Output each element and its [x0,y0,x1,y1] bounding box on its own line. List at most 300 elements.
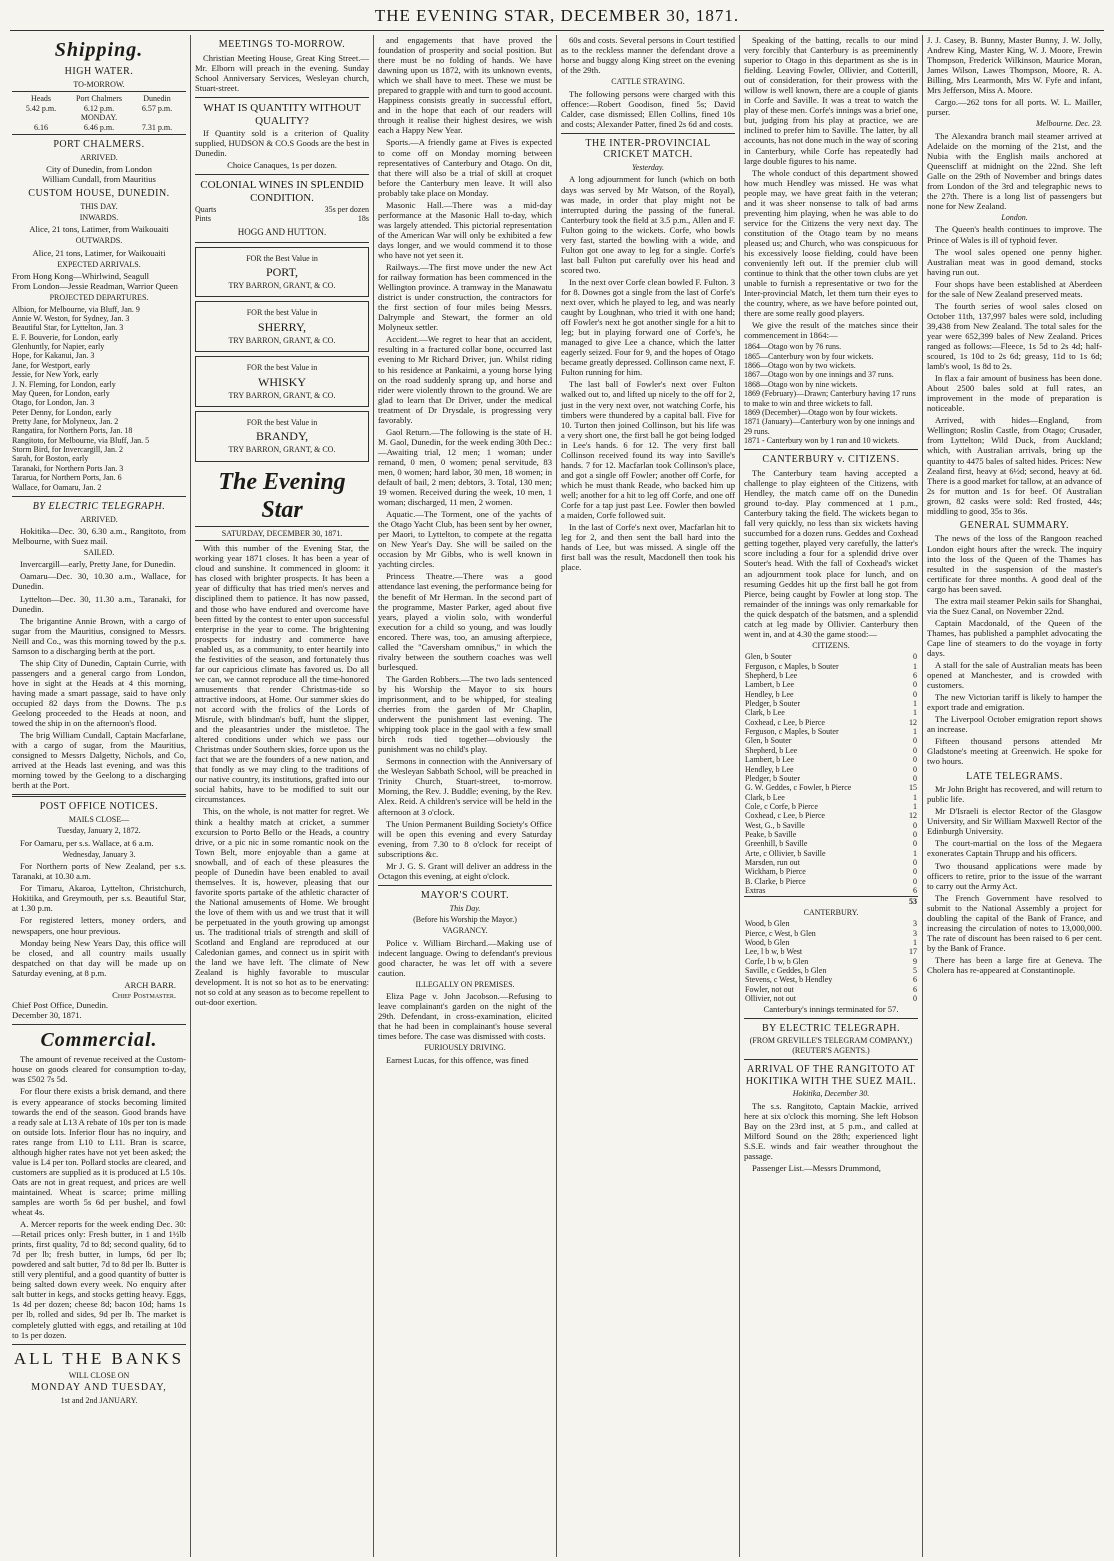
news-item: The Garden Robbers.—The two lads sentenced by his Worship the Mayor to six hours imprisonment, and to be whipped, for stealing cherries from the garden of Mr Chaplin, underwent the punishment last evening. The whipping took place in the gaol with a few small birch rods tied together—obviously the punishment was no child's play. [378,673,552,755]
ad-item: SHERRY, [257,319,307,334]
batsman: Pledger, b Souter [745,773,801,783]
shipping-paragraph: The brigantine Annie Brown, with a cargo of sugar from the Mauritius, consigned to Messrs. Neill and Co., was this morning towed by the p.s. Samson to a discharging berth at the port. [12,615,186,656]
batsman: Marsden, run out [745,858,800,868]
page-columns [8,35,1106,1557]
news-paragraph: Four shops have been established at Aberdeen for the sale of New Zealand preserved meats. [927,278,1102,299]
court-subheading: ILLEGALLY ON PREMISES. [415,979,515,989]
batsman: Ollivier, not out [745,994,797,1004]
batsman: Corfe, l b w, b Glen [745,956,809,966]
passenger-list-start: Passenger List.—Messrs Drummond, [752,1162,881,1173]
scorecard-row [744,929,918,938]
ad-item: BRANDY, [255,429,309,444]
late-telegrams-heading: LATE TELEGRAMS. [966,770,1063,782]
news-item: Mr J. G. S. Grant will deliver an address in the Octagon this evening, at eight o'clock. [378,860,552,881]
expected-label: EXPECTED ARRIVALS. [57,259,141,269]
runs: 3 [913,928,917,938]
runs: 6 [913,984,917,994]
runs: 0 [913,839,917,849]
news-paragraph: The news of the loss of the Rangoon reached London eight hours after the wreck. The inquiry into the loss of the Queen of the Thames has resulted in the suspension of the master's certificate for three months. A good deal of the cargo has been saved. [927,533,1102,594]
inwards-text: Alice, 21 tons, Latimer, from Waikouaiti [29,224,169,235]
tide-cell: 6.57 p.m. [141,103,173,113]
departures-list [12,305,186,492]
cargo-line: Cargo.—262 tons for all ports. W. L. Mailler, purser. [927,97,1102,118]
scorecard-row [744,947,918,956]
runs: 1 [913,792,917,802]
news-item: Sports.—A friendly game at Fives is expected to come off on Monday morning between representatives of Canterbury and Otago. On dit, that there will also be a trial of skill at croquet before the Canterbury men leave. It will also probably take place on Monday. [378,137,552,198]
scorecard-row [744,858,918,867]
postmaster-title: Chief Postmaster. [112,989,176,1000]
evening-star-nameplate: The Evening Star [218,468,346,523]
commercial-paragraph: A. Mercer reports for the week ending Dec. 30:—Retail prices only: Fresh butter, in 1 and 1½lb prints, first quality, 7d to 8d; second quality, 6d to 7d per lb; fresh butter, in lumps, 6d per lb; powdered and salt butter, 7d to 8d per lb. Butter is still very plentiful, and a good quantity of butter is being salted down every week. No enquiry after salt butter in kegs, and stocks getting heavy. Eggs, 1s 4d per dozen; cheese 8d; bacon 10d; hams 1s per lb, rolled and sides, 9d per lb. The market is completely glutted with eggs, and retailing at 10d to 1s per dozen. [12,1219,186,1340]
ad-sign: TRY BARRON, GRANT, & CO. [228,281,336,291]
runs: 0 [913,858,917,868]
cricket-heading: THE INTER-PROVINCIAL CRICKET MATCH. [585,137,711,161]
list-item: Rangatira, for Northern Ports, Jan. 18 [12,426,133,436]
batsman: Pledger, b Souter [745,699,801,708]
batsman: Hendley, b Lee [745,689,794,699]
editorial-paragraph: This, on the whole, is not matter for regret. We think a healthy match at cricket, a summer excursion to Porto Bello or the Heads, a country drive, or a pic nic in some romantic nook on the Town Belt, more enjoyable than a game at snowball, and of each of these pleasures the people of Dunedin have been enabled to avail themselves. It is, however, pleasing that our favorite sports partake of the athletic character of the National amusements of Home. We brought the love of them with us and we trust that it will be perpetuated in the youth growing up amongst us. The traditional trials of strength and skill of Scotland and England are reproduced at our Caledonian games, and connect us in spirit with the land we have left. The climate of New Zealand is highly favorable to muscular development. It is not so hot as to be enervating: not so cold at any season as to become repellent to out-door exertion. [195,806,369,1008]
tide-cell: 7.31 p.m. [141,122,173,132]
runs: 1 [913,699,917,708]
ad-brandy [195,411,369,462]
news-item: The Union Permanent Building Society's Office will be open this evening and every Saturday evening, from 7.30 to 8 o'clock for receipt of subscriptions &c. [378,818,552,859]
list-item: Taranaki, for Northern Ports Jan. 3 [12,463,124,473]
ad-whisky [195,356,369,407]
list-item: Albion, for Melbourne, via Bluff, Jan. 9 [12,304,140,314]
wine-item: Pints [195,213,212,223]
tide-head-heads: Heads [31,94,51,104]
news-item: Aquatic.—The Torment, one of the yachts of the Otago Yacht Club, has been sent by her owner, per Maori, to Lyttelton, to compete at the regatta on New Year's Day. She will be sailed on the occasion by Mr Gibbs, who is well known in yachting circles. [378,509,552,570]
banks-ad-title: ALL THE BANKS [13,1348,185,1368]
scorecard-row [744,849,918,858]
list-item: 1867—Otago won by one innings and 37 runs. [744,370,894,380]
batsman: Shepherd, b Lee [745,745,798,755]
batsman: Stevens, c West, b Hendley [745,975,833,985]
list-item: 1871 (January)—Canterbury won by one innings and 29 runs. [744,417,915,436]
mails-close: MAILS CLOSE— [68,815,130,825]
scorecard-row [744,886,918,896]
news-paragraph: Fifteen thousand persons attended Mr Gladstone's meeting at Greenwich. He spoke for two hours. [927,736,1102,767]
scorecard-row [744,966,918,975]
batsman: Cole, c Corfe, b Pierce [745,801,818,811]
column-1 [8,35,191,1557]
runs: 0 [913,652,917,662]
tide-cell: 5.42 p.m. [25,103,57,113]
batsman: Ferguson, c Maples, b Souter [745,661,839,671]
batsman: Hendley, b Lee [745,764,794,774]
list-item: 1868—Otago won by nine wickets. [744,379,858,389]
masthead [10,0,1104,31]
runs: 9 [913,956,917,966]
scorecard-row [744,690,918,699]
oamaru-text: Oamaru—Dec. 30, 10.30 a.m., Wallace, for Dunedin. [12,571,186,592]
scorecard-row [744,985,918,994]
scorecard-row [744,830,918,839]
mail-text: For Oamaru, per s.s. Wallace, at 6 a.m. [20,837,154,848]
column-2 [191,35,374,1557]
banks-ad-days: MONDAY AND TUESDAY, [31,1381,167,1393]
batsman: Lambert, b Lee [745,680,795,690]
ad-sign: TRY BARRON, GRANT, & CO. [228,445,336,455]
news-paragraph: Mr John Bright has recovered, and will return to public life. [927,784,1102,805]
column-5 [740,35,923,1557]
runs: 0 [913,736,917,746]
commercial-heading: Commercial. [40,1028,158,1051]
batsman: Fowler, not out [745,984,794,994]
scorecard-row [744,957,918,966]
runs: 0 [913,994,917,1004]
list-item: Hope, for Kakanui, Jan. 3 [12,351,95,361]
news-item: Princess Theatre.—There was a good attendance last evening, the performance being for the benefit of Mr Herman. In the second part of the programme, Master Parker, aged about five years, played a violin solo, with wonderful execution for a child so young, and was loudly encored. There was, too, an amusing afterpiece, called the "Caversham omnibus," in which the rivalry between the southern coaches was well burlesqued. [378,571,552,672]
batsman: Wood, b Glen [745,937,790,947]
runs: 6 [913,886,917,896]
scorecard-row [744,746,918,755]
tide-monday: MONDAY. [80,113,118,123]
mail-text: Monday being New Years Day, this office will be closed, and all country mails usually despatched on that day will be made up on Saturday evening, at 8 p.m. [12,937,186,978]
cricket-paragraph: A long adjournment for lunch (which on both days was served by Mr Watson, of the Royal), was made, in order that play might not be interrupted during the passing of the funeral. Canterbury took the field at 3.5 p.m., Allen and F. Fulton going to the wickets. Corfe, who bowls very fast, started the bowling with a wide, and Fulton got one away to leg for a single. Corfe's last ball Fulton put carefully over his head and scored two. [561,174,735,275]
list-item: 1871 - Canterbury won by 1 run and 10 wickets. [744,436,900,445]
batsman: Peake, b Saville [745,830,797,840]
scorecard-row [744,662,918,671]
mail-date: Tuesday, January 2, 1872. [57,826,141,836]
ad-lead: FOR the best Value in [246,363,318,373]
tide-cell: 6.16 [34,122,48,132]
scorecard-row [744,867,918,876]
list-item: Jessie, for New York, early [12,370,99,380]
cricket-paragraph: We give the result of the matches since their commencement in 1864:— [744,320,918,341]
court-case: Earnest Lucas, for this offence, was fined [386,1054,529,1065]
canterbury-heading: CANTERBURY. [803,907,859,917]
runs: 1 [913,708,917,718]
batsman: Greenhill, b Saville [745,839,808,849]
mayors-court-day: This Day. [449,903,481,913]
list-item: Tararua, for Northern Ports, Jan. 6 [12,473,122,483]
ad-sherry [195,301,369,352]
column-3 [374,35,557,1557]
scorecard-row [744,671,918,680]
outwards-text: Alice, 21 tons, Latimer, for Waikouaiti [32,247,166,258]
runs: 1 [913,848,917,858]
telegraph-heading: BY ELECTRIC TELEGRAPH. [32,500,166,512]
editorial-paragraph: With this number of the Evening Star, the working year 1871 closes. It has been a year of cloud and sunshine. It commenced in gloom: it has closed with brighter prospects. It has been a year of difficulty that has tried men's nerves and disciplined them to patience. It has now passed, and those who have endured and overcome have been fitted by the contest to enter upon successful enterprise in the year to come. The brightening prospects for industry and commerce have enabled us, as a community, to enter heartily into the festivities of the season, and fortunately thus far our capricious climate has favored us. Do all we can, we cannot reproduce all the time-honored amusements that render Christmas-tide so attractive indoors, at Home. Our summer skies do not accord with the frolics of the Lords of Misrule, with blindman's buff, hunt the slipper, and the pleasantries under the mistletoe. The altered conditions under which we pass our Christmas under Southern skies, force upon us the fact that we are the founders of a new nation, and that fondly as we may cling to the traditions of our native country, its institutions, grafted into our social habits, have to be modified to suit our circumstances. [195,543,369,805]
arrived-text: City of Dunedin, from London William Cundall, from Mauritius [42,163,156,184]
quality-ad-price: Choice Canaques, 1s per dozen. [227,159,337,170]
citizens-scorecard [744,652,918,906]
court-case: Eliza Page v. John Jacobson.—Refusing to leave complainant's garden on the night of the 29th. Defendant, in cross-examination, elicited that he had been in complainant's house several times before. The case was dismissed with costs. [378,991,552,1042]
london-dateline: London. [1001,213,1028,223]
news-item: Railways.—The first move under the new Act for railway formation has been commenced in the Wellington province. A tramway in the Manawatu district is under construction, the contractors for the first section of four miles being Messrs. Dalrymple and Stewart, the former an old Molyneux settler. [378,262,552,333]
cricket-paragraph: The last ball of Fowler's next over Fulton walked out to, and lifted up nicely to the off for 2, just in the very next over, not watching Corfe, his timbers were thundered by a capital ball. Five for 10. Turton then joined Collinson, but his life was a very short one, the first ball he got being lodged in Lee's hands. 6 for 12. The very first ball Collinson received found its way into Saville's hands. 7 for 12. Macfarlan took Collinson's place, and got a single off Fowler; another off Corfe, for which he must thank Reade, who backed him up well; another for a hit to leg off Corfe, and one off Corfe for a tap just past Lee. Fowler then bowled a maiden, Corfe followed suit. [561,379,735,521]
hokitika-dateline: Hokitika, December 30. [792,1089,870,1099]
customs-heading: CUSTOM HOUSE, DUNEDIN. [28,188,170,200]
scorecard-row [744,774,918,783]
postmaster-name: ARCH BARR. [124,979,176,990]
runs: 5 [913,966,917,976]
mayors-court-before: (Before his Worship the Mayor.) [413,914,517,924]
scorecard-row [744,727,918,736]
news-paragraph: Mr D'Israeli is elector Rector of the Glasgow University, and Sir William Maxwell Rector of the Edinburgh University. [927,806,1102,837]
arrived-label-2: ARRIVED. [80,514,118,524]
rangitoto-heading: ARRIVAL OF THE RANGITOTO AT HOKITIKA WITH THE SUEZ MAIL. [745,1063,917,1087]
ad-lead: FOR the best Value in [246,308,318,318]
batsman: Coxhead, c Lee, b Pierce [745,811,825,821]
batsman: Glen, b Souter [745,652,792,662]
ad-sign: TRY BARRON, GRANT, & CO. [228,335,336,345]
scorecard-row [744,802,918,811]
tide-head-pc: Port Chalmers [76,94,122,104]
runs: 17 [909,947,917,957]
scorecard-row [744,919,918,928]
list-item: Beautiful Star, for Lyttelton, Jan. 3 [12,323,124,333]
batsman: Shepherd, b Lee [745,670,798,680]
batsman: Coxhead, c Lee, b Pierce [745,717,825,727]
outwards-label: OUTWARDS. [75,236,123,246]
news-paragraph: Captain Macdonald, of the Queen of the Thames, has published a pamphlet advocating the Cape line of steamers to do the voyage in forty days. [927,617,1102,658]
mayors-court-heading: MAYOR'S COURT. [420,889,510,901]
cricket-day: Yesterday. [631,163,665,173]
wine-ad-title: COLONIAL WINES IN SPLENDID CONDITION. [200,178,364,204]
wine-price-row [195,205,369,214]
wine-price: 18s [357,213,369,223]
meetings-heading: MEETINGS TO-MORROW. [218,39,346,50]
mail-text: For Timaru, Akaroa, Lyttelton, Christchurch, Hokitika, and Greymouth, per s.s. Beautiful Star, at 1.30 p.m. [12,883,186,914]
runs: 0 [913,867,917,877]
scorecard-row [744,975,918,984]
scorecard-row [744,699,918,708]
runs: 1 [913,661,917,671]
wine-price: 35s per dozen [324,204,369,214]
editorial-paragraph: and engagements that have proved the foundation of prosperity and social position. But there must be no folding of hands. We have dawning upon us 1872, with its unknown events, which we shall have to meet. These we must be prepared to grapple with and turn to good account. Happiness consists greatly in successful effort, and in the hope that each of our readers will through it realise their highest desires, we wish each a Happy New Year. [378,35,552,136]
scorecard-row [744,793,918,802]
batsman: B. Clarke, b Pierce [745,876,806,886]
batsman: Extras [745,886,766,896]
runs: 1 [913,801,917,811]
commercial-paragraph: The amount of revenue received at the Custom-house on goods cleared for consumption to-day, was £502 7s 5d. [12,1054,186,1085]
batsman: Saville, c Geddes, b Glen [745,966,827,976]
scorecard-row [744,736,918,745]
runs: 6 [913,670,917,680]
list-item: 1866—Otago won by two wickets. [744,361,856,371]
news-paragraph: The court-martial on the loss of the Megaera exonerates Captain Thrupp and his officers. [927,838,1102,859]
list-item: Annie W. Weston, for Sydney, Jan. 3 [12,314,130,324]
mail-text: For Northern ports of New Zealand, per s.s. Taranaki, at 10.30 a.m. [12,861,186,882]
news-paragraph: Two thousand applications were made by officers to retire, prior to the issue of the warrant to carry out the Army Act. [927,860,1102,891]
scorecard-row [744,680,918,689]
shipping-paragraph: The brig William Cundall, Captain Macfarlane, with a cargo of sugar, from the Mauritius, consigned to Messrs Dalgetty, Nichols, and Co, arrived at the Heads last evening, and was this morning towed by the Geelong to a discharging berth at the Port. [12,730,186,791]
canterbury-scorecard [744,919,918,1003]
list-item: 1869 (February)—Drawn; Canterbury having 17 runs to make to win and three wickets to fall. [744,389,916,408]
citizens-heading: CITIZENS. [812,640,850,650]
runs: 12 [909,717,917,727]
batsman: West, G., b Saville [745,820,805,830]
cricket-paragraph: The whole conduct of this department showed how much Hendley was missed. He was what people may, we have great faith in the veteran; and it was sheer nonsense to talk of bad arms preventing him playing, when he was able to do service for the Citizens the very next day. The constitution of the Otago team by no means pleased us; and Church, who was conspicuous for his excessively loose fielding, could have been conveniently left out. If the premier club will continue to think that the other town clubs are yet unable to furnish a representative or two for the Inter-provincial Match, let them turn their eyes to the country, where, as we have before pointed out, there are some really good players. [744,167,918,319]
arrived-label: ARRIVED. [80,152,118,162]
cricket-paragraph: Speaking of the batting, recalls to our mind very forcibly that Canterbury is as preeminently superior to Otago in this department as she is in fielding. Leaving Fowler, Ollivier, and Cotterill, out of consideration, for their prowess with the willow is well known, there are a couple of giants in Corfe and Saville. It was a treat to watch the play of these men. Corfe's innings was a brief one, but, judging from his play at practice, we are inclined to prefer him to Saville. The latter, by all accounts, has not done much in the way of scoring in Canterbury, while Corfe has repeatedly had large double figures to his name. [744,35,918,166]
scorecard-row [744,994,918,1003]
this-day-label: THIS DAY. [80,201,118,211]
post-office-heading: POST OFFICE NOTICES. [39,801,159,813]
batsman: G. W. Geddes, c Fowler, b Pierce [745,783,852,793]
wine-item: Quarts [195,204,217,214]
list-item: 1869 (December)—Otago won by four wickets. [744,407,898,417]
ad-lead: FOR the best Value in [246,417,318,427]
issue-date: SATURDAY, DECEMBER 30, 1871. [195,526,369,541]
expected-text: From Hong Kong—Whirlwind, Seagull From London—Jessie Readman, Warrior Queen [12,271,178,292]
news-paragraph: The Queen's health continues to improve. The Prince of Wales is ill of typhoid fever. [927,224,1102,245]
match-records [744,342,918,445]
high-water-heading: HIGH WATER. [64,66,134,78]
cvc-heading: CANTERBURY v. CITIZENS. [762,454,900,466]
list-item: Pretty Jane, for Molyneux, Jan. 2 [12,417,119,426]
runs: 1 [913,937,917,947]
shipping-paragraph: The ship City of Dunedin, Captain Currie, with passengers and a general cargo from London, hove in sight at the Heads at 4 this morning, having made a smart passage, said to have only occupied 82 days from the Downs. The p.s Geelong proceeded to the Heads at noon, and towed the ship in on the afternoon's flood. [12,657,186,729]
column-4 [557,35,740,1557]
scorecard-row [744,839,918,848]
melbourne-dateline: Melbourne. Dec. 23. [1036,119,1102,129]
news-paragraph: A stall for the sale of Australian meats has been opened at Manchester, and is crowded with customers. [927,660,1102,691]
news-paragraph: The Alexandra branch mail steamer arrived at Adelaide on the morning of the 21st, and the Nubia with the English mails anchored at Queenscliff at midnight on the 22nd. She left Galle on the 29th of November and brings dates from London of the 3rd and telegraphic news to the 27th. There is a long list of passengers but none for New Zealand. [927,130,1102,212]
batsman: Arte, c Ollivier, b Saville [745,848,826,858]
runs: 0 [913,820,917,830]
telegraph-heading-2: BY ELECTRIC TELEGRAPH. [762,1022,900,1034]
lyttelton-text: Lyttelton—Dec. 30, 11.30 a.m., Taranaki, for Dunedin. [12,593,186,614]
news-item: Sermons in connection with the Anniversary of the Wesleyan Sabbath School, will be preached in Trinity Church, Stuart-street, to-morrow. Morning, the Rev. J. Buddle; evening, by the Rev. Alex. Reid. A children's service will be held in the afternoon at 3 o'clock. [378,756,552,817]
quality-ad-text: If Quantity sold is a criterion of Quality supplied, HUDSON & CO.S Goods are the best in Dunedin. [195,127,369,158]
tide-head-dn: Dunedin [143,94,171,104]
news-item: Masonic Hall.—There was a mid-day performance at the Masonic Hall to-day, which was largely attended. This pictorial representation of the American War will only be exhibited a few days longer, and we would commend it to those who have not yet seen it. [378,199,552,260]
news-paragraph: The new Victorian tariff is likely to hamper the export trade and emigration. [927,692,1102,713]
list-item: Otago, for London, Jan. 3 [12,398,95,408]
mail-date: Wednesday, January 3. [62,849,136,859]
runs: 3 [913,919,917,929]
cricket-paragraph: In the last of Corfe's next over, Macfarlan hit to leg for 2, and then sent the ball hard into the hands of Lee, but was missed. A single off the first ball was the result, Macdonell then took his place. [561,522,735,573]
runs: 0 [913,680,917,690]
list-item: 1865—Canterbury won by four wickets. [744,351,874,361]
ad-item: WHISKY [258,374,306,389]
tide-cell: 6.12 p.m. [83,103,115,113]
scorecard-row [744,938,918,947]
list-item: Peter Denny, for London, early [12,407,112,417]
sailed-text: Invercargill—early, Pretty Jane, for Dunedin. [20,559,176,570]
batsman: Clark, b Lee [745,708,785,718]
banks-ad-line: WILL CLOSE ON [68,1370,130,1380]
hokitika-text: Hokitika—Dec. 30, 6.30 a.m., Rangitoto, from Melbourne, with Suez mail. [12,525,186,546]
runs: 0 [913,830,917,840]
list-item: J. N. Fleming, for London, early [12,379,116,389]
batsman: Ferguson, c Maples, b Souter [745,727,839,737]
citizens-total: 53 [909,896,917,906]
batsman: Wood, b Glen [745,919,790,929]
runs: 0 [913,773,917,783]
runs: 0 [913,745,917,755]
rangitoto-paragraph: The s.s. Rangitoto, Captain Mackie, arrived here at six o'clock this morning. She left Hobson Bay on the 23rd inst, at 5 p.m., and called at Milford Sound on the 28th; experienced light S.S.E. winds and fair weather throughout the passage. [744,1100,918,1161]
cvc-paragraph: The Canterbury team having accepted a challenge to play eighteen of the Citizens, with Hendley, the match came off on the Dunedin ground to-day. Play commenced at 1 p.m., Canterbury taking the field. The wickets began to fall very quickly, no less than six wickets having succumbed for a dozen runs. Geddes and Coxhead getting together, played very carefully, the latter's score including a four for a splendid drive over Souter's head. With the fall of Coxhead's wicket an adjournment took place for lunch, and on resuming Geddes hit up the first ball he got from Pierce, being caught by Fowler at long stop. The remainder of the innings was only remarkable for the quick despatch of the batsmen, and a splendid catch at leg made by Ollivier. Canterbury then went in, and at 4.30 the game stood:— [744,468,918,639]
list-item: Sarah, for Boston, early [12,454,89,464]
inwards-label: INWARDS. [79,213,119,223]
news-item: Gaol Return.—The following is the state of H. M. Gaol, Dunedin, for the week ending 30th Dec.:—Awaiting trial, 12 men; 1 woman; under remand, 0 men, 0 women; penal servitude, 83 men, 0 women; hard labor, 30 men, 18 women; in default of bail, 2 men; debtors, 3. Total, 130 men; 19 women. Received during the week, 10 men, 1 woman; discharged, 11 men, 2 women. [378,426,552,508]
runs: 6 [913,975,917,985]
sailed-label: SAILED. [83,548,115,558]
news-paragraph: Arrived, with hides—England, from Wellington; Roslin Castle, from Otago; Crusader, from Lyttelton; Wild Duck, from Auckland; which, with Australian arrivals, bring up the quantity to 4475 bales of salted hides. Prices: New Zealand first, heavy at 6½d; second, heavy at 6d. There is a good market for tallow, at an advance of 2s for mutton and 1s for beef. Of Australian grown, 82 casks were sold: Red frosted, 44s; middling to good, 35s to 36s. [927,415,1102,516]
batsman: Lee, l b w, b West [745,947,803,957]
list-item: E. F. Bouverie, for London, early [12,332,119,342]
news-paragraph: The fourth series of wool sales closed on October 11th, 137,997 bales were sold, including 39,438 from New Zealand. The total sales for the year were 652,399 bales of New Zealand. Prices ranged as follows:—Fleece, 1s 5d to 2s 4d; half-scoured, 1s 10d to 2s 6d; greasy, 11d to 1s 6d; lamb's wool, 1s 8d to 2s. [927,300,1102,372]
news-paragraph: There has been a large fire at Geneva. The Cholera has re-appeared at Constantinople. [927,954,1102,975]
post-office-date: Chief Post Office, Dunedin. December 30, 1871. [12,999,109,1020]
batsman: Wickham, b Pierce [745,867,806,877]
canterbury-note: Canterbury's innings terminated for 57. [763,1003,899,1014]
telegraph-sub: (FROM GREVILLE'S TELEGRAM COMPANY,) (REUTER'S AGENTS.) [749,1036,913,1055]
runs: 12 [909,811,917,821]
scorecard-row [744,765,918,774]
news-paragraph: The wool sales opened one penny higher. Australian meat was in good demand, stocks having run out. [927,246,1102,277]
scorecard-row [744,708,918,717]
scorecard-row [744,718,918,727]
newspaper-title: THE EVENING STAR, DECEMBER 30, 1871. [374,6,740,26]
quality-ad-title: WHAT IS QUANTITY WITHOUT QUALITY? [203,101,361,127]
mail-text: For registered letters, money orders, and newspapers, one hour previous. [12,915,186,936]
batsman: Lambert, b Lee [745,755,795,765]
scorecard-row [744,755,918,764]
banks-ad-dates: 1st and 2nd JANUARY. [60,1395,138,1405]
court-subheading: CATTLE STRAYING. [611,77,685,87]
news-item: Accident.—We regret to hear that an accident, resulting in a fractured collar bone, occurred last evening to Mr Richard Driver, jun. Whilst riding to his residence at Pankaimi, a young horse lying on the road suddenly sprang up, and horse and rider were violently thrown to the ground. We are glad to learn that Dr Driver, under the medical treatment of Dr Drysdale, is progressing very favorably. [378,334,552,425]
column-6 [923,35,1106,1557]
meetings-text: Christian Meeting House, Great King Street.—Mr. Elborn will preach in the evening. Sunday School Anniversary Services, Wesleyan church, Stuart-street. [195,52,369,93]
scorecard-row [744,877,918,886]
shipping-heading: Shipping. [54,39,144,61]
list-item: Wallace, for Oamaru, Jan. 2 [12,482,102,492]
list-item: Storm Bird, for Invercargill, Jan. 2 [12,445,123,455]
projected-label: PROJECTED DEPARTURES. [49,293,149,303]
ad-item: PORT, [265,265,299,280]
tide-table [12,91,186,134]
wine-ad-sign: HOGG AND HUTTON. [237,227,327,238]
port-chalmers-heading: PORT CHALMERS. [53,138,145,150]
list-item: May Queen, for London, early [12,388,110,398]
list-item: Glenhuntly, for Napier, early [12,342,105,352]
tide-cell: 6.46 p.m. [83,122,115,132]
list-item: Rangitoto, for Melbourne, via Bluff, Jan. 5 [12,435,150,445]
high-water-sub: TO-MORROW. [73,80,125,90]
cricket-paragraph: In the next over Corfe clean bowled F. Fulton. 3 for 8. Downes got a single from the last of Corfe's next over, which he played to leg, and was nearly caught by Loughnan, who tried it with one hand; off Fowler's next he got another single for a hit to leg; but in playing forward one of Corfe's, he managed to give Lee a chance, which the latter eagerly seized. Four for 9, and the hopes of Otago became greatly depressed. Collinson came next, F. Fulton running for him. [561,276,735,378]
runs: 0 [913,764,917,774]
list-item: Jane, for Westport, early [12,360,91,370]
scorecard-row [744,783,918,792]
batsman: Glen, b Souter [745,736,792,746]
ad-port [195,247,369,298]
batsman: Pierce, c West, b Glen [745,928,816,938]
ad-sign: TRY BARRON, GRANT, & CO. [228,390,336,400]
batsman: Clark, b Lee [745,792,785,802]
court-case: Police v. William Birchard.—Making use of indecent language. Owing to defendant's previous good character, he was let off with a severe caution. [378,937,552,978]
runs: 0 [913,689,917,699]
news-paragraph: The extra mail steamer Pekin sails for Shanghai, via the Suez Canal, on November 22nd. [927,595,1102,616]
news-paragraph: In flax a fair amount of business has been done. About 2500 bales sold at full rates, an improvement in the mode of preparation is noticeable. [927,373,1102,414]
general-summary-heading: GENERAL SUMMARY. [959,519,1070,531]
ad-lead: FOR the Best Value in [246,253,318,263]
scorecard-row [744,811,918,820]
wine-price-row [195,214,369,223]
court-subheading: VAGRANCY. [442,926,488,936]
runs: 1 [913,727,917,737]
runs: 0 [913,876,917,886]
runs: 15 [909,783,917,793]
court-case: The following persons were charged with this offence:—Robert Goodison, fined 5s; David Calder, case dismissed; Ellen Collins, fined 10s and costs; Alexander Patter, fined 2s 6d and costs. [561,88,735,129]
commercial-paragraph: For flour there exists a brisk demand, and there is every appearance of stocks becoming limited towards the end of the season. Good brands have a ready sale at L13 A rebate of 10s per ton is made on outside lots. Inferior flour has no inquiry, and rates range from L10 to L11. Bran is scarce, although higher rates have not yet been asked; the value is L4 per ton. Pollard stocks are cleared, and customers are supplied as it is produced at L5 10s. Oats are not in great request, and prices are well maintained. Wheat is scarce; prime milling samples are worth 5s 6d per bushel, and fowl wheat 4s. [12,1086,186,1218]
passenger-list: J. J. Casey, B. Bunny, Master Bunny, J. W. Jolly, Andrew King, Master King, W. J. Moore, Frewin Thompson, Frederick Wilkinson, Maurice Moran, James Wilson, Lawes Thompson, Moore, R. A. Billing, Mrs Learmonth, Mrs W. Fyfe and infant, Mrs Jefferson, Miss A. Moore. [927,35,1102,96]
court-case: 60s and costs. Several persons in Court testified as to the reckless manner the defendant drove a horse and buggy along King street on the evening of the 29th. [561,35,735,76]
